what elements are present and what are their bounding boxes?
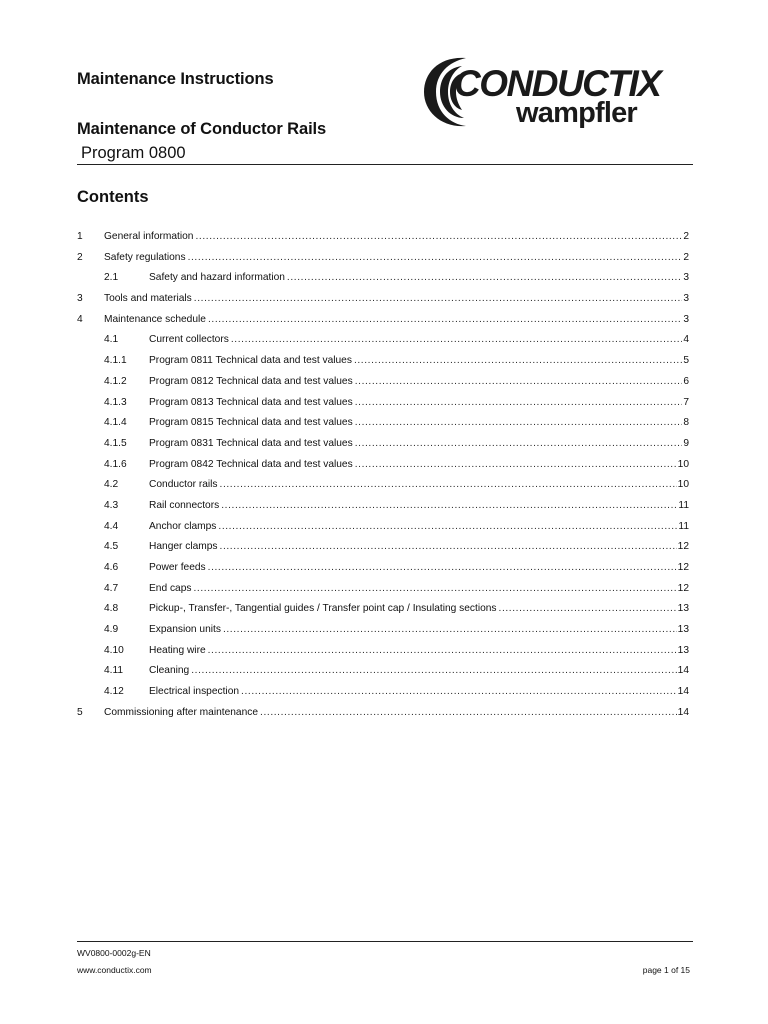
toc-entry-line xyxy=(149,456,689,473)
toc-entry-line xyxy=(149,352,689,369)
toc-entry[interactable] xyxy=(77,559,689,580)
toc-dot-leader xyxy=(191,662,676,679)
toc-dot-leader xyxy=(354,352,682,369)
toc-entry-page: 14 xyxy=(677,665,689,677)
toc-dot-leader xyxy=(194,290,683,307)
toc-entry-line xyxy=(149,642,689,659)
toc-entry[interactable] xyxy=(77,683,689,704)
toc-entry-number: 4.10 xyxy=(104,644,124,656)
toc-entry-label[interactable]: Tools and materials xyxy=(104,290,193,307)
toc-entry-page: 4 xyxy=(683,334,689,346)
toc-entry-label[interactable]: End caps xyxy=(149,580,192,597)
toc-dot-leader xyxy=(355,373,683,390)
toc-entry-line xyxy=(149,662,689,679)
toc-entry-page: 14 xyxy=(677,706,689,718)
toc-entry-page: 12 xyxy=(677,582,689,594)
toc-entry[interactable] xyxy=(77,290,689,311)
toc-entry-number: 4.11 xyxy=(104,665,124,677)
toc-entry-label[interactable]: Program 0815 Technical data and test values xyxy=(149,414,354,431)
toc-entry-label[interactable]: Maintenance schedule xyxy=(104,311,207,328)
toc-entry-label[interactable]: Program 0842 Technical data and test values xyxy=(149,456,354,473)
toc-entry[interactable] xyxy=(77,331,689,352)
toc-entry[interactable] xyxy=(77,518,689,539)
toc-entry-line xyxy=(149,683,689,700)
toc-entry-label[interactable]: Safety regulations xyxy=(104,249,187,266)
toc-entry-number: 4 xyxy=(77,313,83,325)
toc-entry-page: 14 xyxy=(677,686,689,698)
contents-heading: Contents xyxy=(77,188,149,206)
logo-text-secondary: wampfler xyxy=(516,97,637,129)
toc-entry-line xyxy=(149,269,689,286)
toc-entry-number: 4.1.3 xyxy=(104,396,127,408)
toc-dot-leader xyxy=(355,414,683,431)
toc-entry-label[interactable]: Program 0811 Technical data and test values xyxy=(149,352,353,369)
toc-entry-page: 5 xyxy=(683,355,689,367)
document-subtitle: Maintenance of Conductor Rails xyxy=(77,120,327,138)
toc-entry-page: 2 xyxy=(683,231,689,242)
toc-entry[interactable] xyxy=(77,621,689,642)
toc-entry-number: 4.1.6 xyxy=(104,458,127,470)
toc-entry-number: 2 xyxy=(77,251,83,263)
toc-dot-leader xyxy=(208,642,677,659)
toc-dot-leader xyxy=(193,580,676,597)
toc-entry-page: 9 xyxy=(683,437,689,449)
toc-entry-page: 13 xyxy=(677,644,689,656)
toc-entry-line xyxy=(149,621,689,638)
toc-entry-label[interactable]: Current collectors xyxy=(149,331,230,348)
footer-url[interactable]: www.conductix.com xyxy=(77,965,152,975)
footer-document-code: WV0800-0002g-EN xyxy=(77,948,151,958)
toc-entry[interactable] xyxy=(77,642,689,663)
toc-entry-label[interactable]: Power feeds xyxy=(149,559,207,576)
toc-entry[interactable] xyxy=(77,373,689,394)
toc-entry-label[interactable]: Program 0812 Technical data and test values xyxy=(149,373,354,390)
toc-entry-label[interactable]: Expansion units xyxy=(149,621,222,638)
toc-entry-label[interactable]: Pickup-, Transfer-, Tangential guides / Transfer point cap / Insulating sections xyxy=(149,600,498,617)
toc-entry-label[interactable]: Electrical inspection xyxy=(149,683,240,700)
toc-entry-label[interactable]: Commissioning after maintenance xyxy=(104,704,259,721)
toc-entry-label[interactable]: Program 0831 Technical data and test values xyxy=(149,435,354,452)
toc-entry-page: 12 xyxy=(677,541,689,553)
toc-dot-leader xyxy=(220,476,677,493)
toc-dot-leader xyxy=(188,249,683,266)
toc-entry-page: 13 xyxy=(677,603,689,615)
toc-dot-leader xyxy=(223,621,677,638)
toc-entry-line xyxy=(149,435,689,452)
program-label: Program 0800 xyxy=(81,144,186,162)
toc-entry-page: 11 xyxy=(678,520,689,532)
toc-entry-line xyxy=(104,704,689,721)
toc-entry[interactable] xyxy=(77,704,689,725)
toc-entry-page: 3 xyxy=(683,313,689,325)
toc-dot-leader xyxy=(241,683,677,700)
toc-entry-label[interactable]: Anchor clamps xyxy=(149,518,217,535)
footer-page-number: page 1 of 15 xyxy=(642,965,690,975)
toc-entry-number: 3 xyxy=(77,293,83,305)
toc-entry[interactable] xyxy=(77,352,689,373)
toc-entry-number: 4.2 xyxy=(104,479,119,491)
toc-entry-number: 1 xyxy=(77,231,83,242)
toc-entry-page: 8 xyxy=(683,417,689,429)
toc-entry-page: 10 xyxy=(677,458,689,470)
toc-entry-number: 4.1.1 xyxy=(104,355,127,367)
toc-entry-line xyxy=(149,600,689,617)
toc-dot-leader xyxy=(221,497,677,514)
toc-entry-label[interactable]: Rail connectors xyxy=(149,497,220,514)
toc-entry-number: 4.1.5 xyxy=(104,437,127,449)
toc-entry-line xyxy=(149,331,689,348)
toc-entry-number: 4.12 xyxy=(104,686,124,698)
toc-entry-line xyxy=(104,290,689,307)
toc-dot-leader xyxy=(195,228,682,245)
toc-dot-leader xyxy=(231,331,682,348)
footer-divider xyxy=(77,941,693,942)
toc-entry-number: 4.3 xyxy=(104,499,119,511)
toc-entry-number: 4.6 xyxy=(104,562,119,573)
toc-dot-leader xyxy=(218,518,677,535)
toc-entry-page: 2 xyxy=(683,251,689,263)
toc-entry[interactable] xyxy=(77,497,689,518)
toc-entry[interactable] xyxy=(77,249,689,270)
toc-entry-number: 4.5 xyxy=(104,541,119,553)
toc-dot-leader xyxy=(355,456,677,473)
toc-entry[interactable] xyxy=(77,414,689,435)
toc-entry-number: 4.4 xyxy=(104,520,119,532)
toc-entry[interactable] xyxy=(77,435,689,456)
toc-entry-line xyxy=(149,538,689,555)
toc-dot-leader xyxy=(355,394,683,411)
toc-entry-page: 13 xyxy=(677,624,689,636)
toc-entry-number: 4.1 xyxy=(104,334,119,346)
toc-entry-number: 4.1.2 xyxy=(104,375,127,387)
toc-dot-leader xyxy=(499,600,677,617)
toc-dot-leader xyxy=(355,435,683,452)
toc-entry[interactable] xyxy=(77,456,689,477)
toc-entry-line xyxy=(149,394,689,411)
toc-entry-page: 3 xyxy=(683,293,689,305)
toc-entry-line xyxy=(149,580,689,597)
toc-entry-page: 6 xyxy=(683,375,689,387)
toc-entry[interactable] xyxy=(77,662,689,683)
toc-dot-leader xyxy=(208,559,677,576)
toc-entry-label[interactable]: Program 0813 Technical data and test values xyxy=(149,394,354,411)
toc-entry-label[interactable]: Hanger clamps xyxy=(149,538,219,555)
toc-entry[interactable] xyxy=(77,600,689,621)
toc-dot-leader xyxy=(220,538,677,555)
toc-dot-leader xyxy=(208,311,682,328)
toc-entry-number: 4.1.4 xyxy=(104,417,127,429)
toc-entry[interactable] xyxy=(77,394,689,415)
toc-entry-line xyxy=(149,559,689,576)
toc-entry-label[interactable]: Cleaning xyxy=(149,662,190,679)
document-title: Maintenance Instructions xyxy=(77,70,274,88)
toc-entry-page: 12 xyxy=(677,562,689,573)
toc-entry-line xyxy=(149,373,689,390)
toc-entry-line xyxy=(149,414,689,431)
toc-entry-line xyxy=(149,497,689,514)
table-of-contents xyxy=(77,228,689,725)
toc-entry[interactable] xyxy=(77,580,689,601)
toc-entry-number: 4.7 xyxy=(104,582,119,594)
toc-entry-number: 4.8 xyxy=(104,603,119,615)
toc-entry[interactable] xyxy=(77,538,689,559)
toc-entry-number: 2.1 xyxy=(104,272,119,284)
toc-entry-label[interactable]: Heating wire xyxy=(149,642,207,659)
conductix-wampfler-logo xyxy=(420,50,695,134)
toc-entry-label[interactable]: Conductor rails xyxy=(149,476,219,493)
toc-entry-page: 11 xyxy=(678,499,689,511)
toc-entry-line xyxy=(149,476,689,493)
toc-entry-page: 10 xyxy=(677,479,689,491)
toc-dot-leader xyxy=(287,269,682,286)
header-divider xyxy=(77,164,693,165)
toc-entry[interactable] xyxy=(77,269,689,290)
toc-entry-line xyxy=(104,249,689,266)
toc-entry[interactable] xyxy=(77,311,689,332)
toc-entry-line xyxy=(149,518,689,535)
toc-entry-page: 7 xyxy=(683,396,689,408)
toc-entry[interactable] xyxy=(77,228,689,249)
toc-entry[interactable] xyxy=(77,476,689,497)
toc-entry-line xyxy=(104,228,689,245)
toc-entry-label[interactable]: Safety and hazard information xyxy=(149,269,286,286)
toc-entry-number: 5 xyxy=(77,706,83,718)
toc-entry-line xyxy=(104,311,689,328)
toc-entry-label[interactable]: General information xyxy=(104,228,194,245)
toc-dot-leader xyxy=(260,704,677,721)
toc-entry-number: 4.9 xyxy=(104,624,119,636)
toc-entry-page: 3 xyxy=(683,272,689,284)
logo-text-primary: CONDUCTIX xyxy=(454,63,661,104)
